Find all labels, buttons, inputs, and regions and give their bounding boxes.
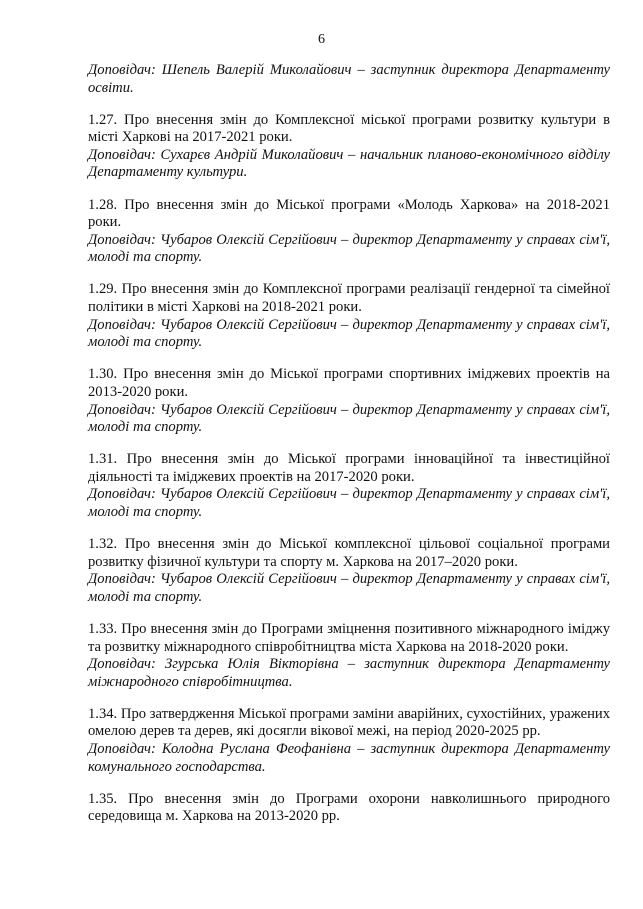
speaker-line: Доповідач: Шепель Валерій Миколайович – заступник директора Департаменту освіти. — [88, 62, 610, 96]
agenda-item-title: 1.35. Про внесення змін до Програми охорони навколишнього природного середовища м. Харкова на 2013-2020 рр. — [88, 790, 610, 825]
agenda-list — [88, 62, 610, 840]
agenda-item-1-35 — [88, 791, 610, 826]
agenda-item-1-28 — [88, 197, 610, 267]
agenda-item-title: 1.34. Про затвердження Міської програми заміни аварійних, сухостійних, уражених омелою дерев та дерев, які досягли вікової межі, на період 2020-2025 рр. — [88, 705, 610, 740]
speaker-line: Доповідач: Чубаров Олексій Сергійович – директор Департаменту у справах сім'ї, молоді та спорту. — [88, 486, 610, 520]
agenda-item-1-27 — [88, 112, 610, 182]
agenda-item-1-31 — [88, 451, 610, 521]
agenda-item-title: 1.31. Про внесення змін до Міської програми інноваційної та інвестиційної діяльності та іміджевих проектів на 2017-2020 роки. — [88, 451, 610, 485]
agenda-item-1-30 — [88, 366, 610, 436]
speaker-line: Доповідач: Сухарєв Андрій Миколайович – начальник планово-економічного відділу Департаменту культури. — [88, 146, 610, 181]
agenda-item-title: 1.28. Про внесення змін до Міської програми «Молодь Харкова» на 2018-2021 роки. — [88, 196, 610, 231]
speaker-line: Доповідач: Чубаров Олексій Сергійович – директор Департаменту у справах сім'ї, молоді та спорту. — [88, 571, 610, 605]
agenda-item-title: 1.30. Про внесення змін до Міської програми спортивних іміджевих проектів на 2013-2020 роки. — [88, 366, 610, 400]
speaker-line: Доповідач: Згурська Юлія Вікторівна – заступник директора Департаменту міжнародного співробітництва. — [88, 656, 610, 690]
agenda-item-1-32 — [88, 536, 610, 606]
speaker-line: Доповідач: Чубаров Олексій Сергійович – директор Департаменту у справах сім'ї, молоді та спорту. — [88, 316, 610, 351]
agenda-item-1-26-speaker-block — [88, 62, 610, 97]
speaker-line: Доповідач: Колодна Руслана Феофанівна – заступник директора Департаменту комунального господарства. — [88, 741, 610, 775]
speaker-line: Доповідач: Чубаров Олексій Сергійович – директор Департаменту у справах сім'ї, молоді та спорту. — [88, 231, 610, 266]
agenda-item-1-34 — [88, 706, 610, 776]
agenda-item-title: 1.29. Про внесення змін до Комплексної програми реалізації гендерної та сімейної політики в місті Харкові на 2018-2021 роки. — [88, 281, 610, 316]
speaker-line: Доповідач: Чубаров Олексій Сергійович – директор Департаменту у справах сім'ї, молоді та спорту. — [88, 401, 610, 436]
agenda-item-title: 1.32. Про внесення змін до Міської комплексної цільової соціальної програми розвитку фізичної культури та спорту м. Харкова на 2017–2020 роки. — [88, 536, 610, 570]
page-number: 6 — [318, 32, 325, 47]
agenda-item-1-33 — [88, 621, 610, 691]
agenda-item-title: 1.27. Про внесення змін до Комплексної міської програми розвитку культури в місті Харкові на 2017-2021 роки. — [88, 111, 610, 146]
agenda-item-1-29 — [88, 281, 610, 351]
agenda-item-title: 1.33. Про внесення змін до Програми зміцнення позитивного міжнародного іміджу та розвитку міжнародного співробітництва міста Харкова на 2018-2020 роки. — [88, 620, 610, 655]
